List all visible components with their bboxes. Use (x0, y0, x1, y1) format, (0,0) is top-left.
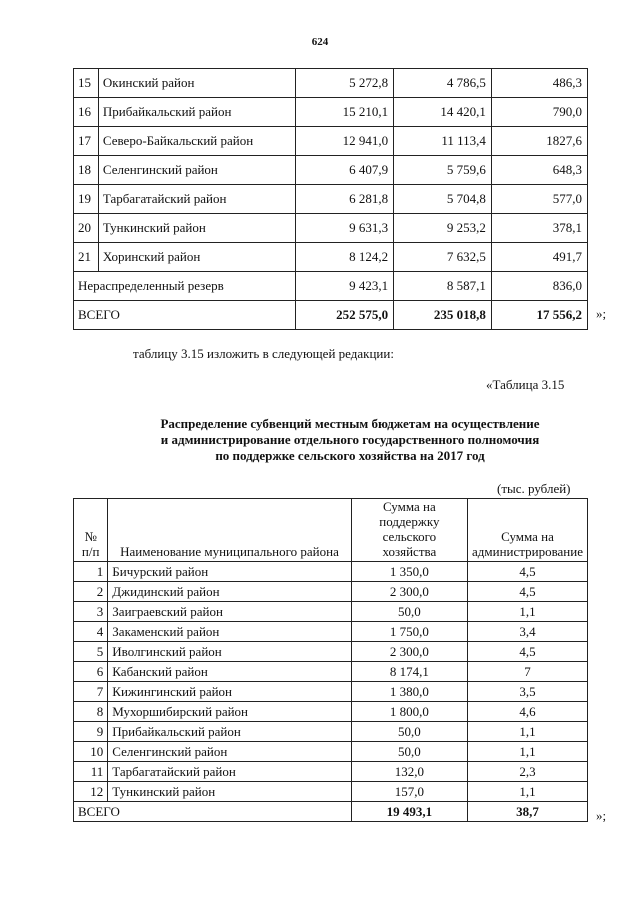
table-row (74, 782, 588, 802)
support-amount: 132,0 (351, 762, 467, 782)
district-name: Мухоршибирский район (108, 702, 351, 722)
total-row (74, 802, 588, 822)
admin-amount: 4,5 (468, 562, 588, 582)
table-row (74, 622, 588, 642)
district-name: Селенгинский район (98, 156, 295, 185)
district-name: Иволгинский район (108, 642, 351, 662)
value-support: 14 420,1 (394, 98, 492, 127)
row-number: 17 (74, 127, 99, 156)
total-row-v3: 17 556,2 (491, 301, 587, 330)
row-number: 6 (74, 662, 108, 682)
district-name: Хоринский район (98, 243, 295, 272)
table-row (74, 682, 588, 702)
support-amount: 1 380,0 (351, 682, 467, 702)
row-number: 10 (74, 742, 108, 762)
instruction-text: таблицу 3.15 изложить в следующей редакции: (133, 346, 394, 361)
reserve-row (74, 272, 588, 301)
row-number: 1 (74, 562, 108, 582)
value-admin: 486,3 (491, 69, 587, 98)
value-total: 8 124,2 (296, 243, 394, 272)
total-row-label: ВСЕГО (74, 301, 296, 330)
row-number: 18 (74, 156, 99, 185)
table-row (74, 722, 588, 742)
total-admin: 38,7 (468, 802, 588, 822)
district-name: Кабанский район (108, 662, 351, 682)
value-admin: 1827,6 (491, 127, 587, 156)
district-name: Прибайкальский район (98, 98, 295, 127)
row-number: 3 (74, 602, 108, 622)
row-number: 11 (74, 762, 108, 782)
subvention-table-continued (73, 68, 588, 330)
table-row (74, 702, 588, 722)
district-name: Заиграевский район (108, 602, 351, 622)
reserve-row-v2: 8 587,1 (394, 272, 492, 301)
value-support: 5 759,6 (394, 156, 492, 185)
table-row (74, 582, 588, 602)
row-number: 15 (74, 69, 99, 98)
table-row (74, 662, 588, 682)
table-row (74, 98, 588, 127)
value-total: 6 281,8 (296, 185, 394, 214)
district-name: Тарбагатайский район (108, 762, 351, 782)
table-row (74, 642, 588, 662)
support-amount: 8 174,1 (351, 662, 467, 682)
total-label: ВСЕГО (74, 802, 352, 822)
table-row (74, 243, 588, 272)
header-admin: Сумма на администрирование (468, 499, 588, 562)
district-name: Селенгинский район (108, 742, 351, 762)
support-amount: 1 750,0 (351, 622, 467, 642)
header-support: Сумма на поддержку сельского хозяйства (351, 499, 467, 562)
total-support: 19 493,1 (351, 802, 467, 822)
admin-amount: 4,5 (468, 582, 588, 602)
value-total: 6 407,9 (296, 156, 394, 185)
district-name: Джидинский район (108, 582, 351, 602)
value-support: 5 704,8 (394, 185, 492, 214)
row-number: 2 (74, 582, 108, 602)
admin-amount: 4,6 (468, 702, 588, 722)
closing-quote-1: »; (596, 306, 607, 321)
row-number: 12 (74, 782, 108, 802)
table-row (74, 185, 588, 214)
district-name: Прибайкальский район (108, 722, 351, 742)
district-name: Окинский район (98, 69, 295, 98)
value-admin: 790,0 (491, 98, 587, 127)
heading-line: Распределение субвенций местным бюджетам на осуществление (160, 416, 540, 431)
admin-amount: 1,1 (468, 742, 588, 762)
district-name: Закаменский район (108, 622, 351, 642)
row-number: 21 (74, 243, 99, 272)
heading-line: и администрирование отдельного государственного полномочия (160, 432, 540, 447)
table-label: «Таблица 3.15 (486, 377, 565, 392)
page-number: 624 (311, 36, 329, 48)
admin-amount: 2,3 (468, 762, 588, 782)
admin-amount: 1,1 (468, 782, 588, 802)
heading-line: по поддержке сельского хозяйства на 2017 год (215, 448, 485, 463)
row-number: 4 (74, 622, 108, 642)
district-name: Тункинский район (98, 214, 295, 243)
row-number: 8 (74, 702, 108, 722)
value-total: 5 272,8 (296, 69, 394, 98)
district-name: Кижингинский район (108, 682, 351, 702)
reserve-row-v3: 836,0 (491, 272, 587, 301)
support-amount: 50,0 (351, 602, 467, 622)
support-amount: 157,0 (351, 782, 467, 802)
table-row (74, 742, 588, 762)
table-heading (100, 416, 600, 464)
table-row (74, 69, 588, 98)
agriculture-subvention-table (73, 498, 588, 822)
district-name: Северо-Байкальский район (98, 127, 295, 156)
support-amount: 50,0 (351, 722, 467, 742)
row-number: 20 (74, 214, 99, 243)
table-row (74, 602, 588, 622)
value-total: 12 941,0 (296, 127, 394, 156)
table-row (74, 762, 588, 782)
district-name: Тарбагатайский район (98, 185, 295, 214)
district-name: Бичурский район (108, 562, 351, 582)
header-name: Наименование муниципального района (108, 499, 351, 562)
support-amount: 2 300,0 (351, 582, 467, 602)
support-amount: 50,0 (351, 742, 467, 762)
support-amount: 2 300,0 (351, 642, 467, 662)
header-num: № п/п (74, 499, 108, 562)
value-support: 4 786,5 (394, 69, 492, 98)
admin-amount: 1,1 (468, 602, 588, 622)
reserve-row-label: Нераспределенный резерв (74, 272, 296, 301)
reserve-row-v1: 9 423,1 (296, 272, 394, 301)
value-total: 9 631,3 (296, 214, 394, 243)
units-label: (тыс. рублей) (497, 481, 571, 496)
row-number: 7 (74, 682, 108, 702)
closing-quote-2: »; (596, 808, 607, 823)
row-number: 9 (74, 722, 108, 742)
table-row (74, 214, 588, 243)
table-row (74, 562, 588, 582)
row-number: 16 (74, 98, 99, 127)
admin-amount: 3,4 (468, 622, 588, 642)
total-row (74, 301, 588, 330)
district-name: Тункинский район (108, 782, 351, 802)
value-support: 7 632,5 (394, 243, 492, 272)
total-row-v1: 252 575,0 (296, 301, 394, 330)
value-total: 15 210,1 (296, 98, 394, 127)
support-amount: 1 800,0 (351, 702, 467, 722)
row-number: 5 (74, 642, 108, 662)
row-number: 19 (74, 185, 99, 214)
table-row (74, 127, 588, 156)
value-admin: 491,7 (491, 243, 587, 272)
total-row-v2: 235 018,8 (394, 301, 492, 330)
value-support: 9 253,2 (394, 214, 492, 243)
admin-amount: 3,5 (468, 682, 588, 702)
support-amount: 1 350,0 (351, 562, 467, 582)
table-row (74, 156, 588, 185)
value-admin: 648,3 (491, 156, 587, 185)
admin-amount: 1,1 (468, 722, 588, 742)
admin-amount: 7 (468, 662, 588, 682)
value-admin: 577,0 (491, 185, 587, 214)
header-row (74, 499, 588, 562)
value-support: 11 113,4 (394, 127, 492, 156)
value-admin: 378,1 (491, 214, 587, 243)
admin-amount: 4,5 (468, 642, 588, 662)
